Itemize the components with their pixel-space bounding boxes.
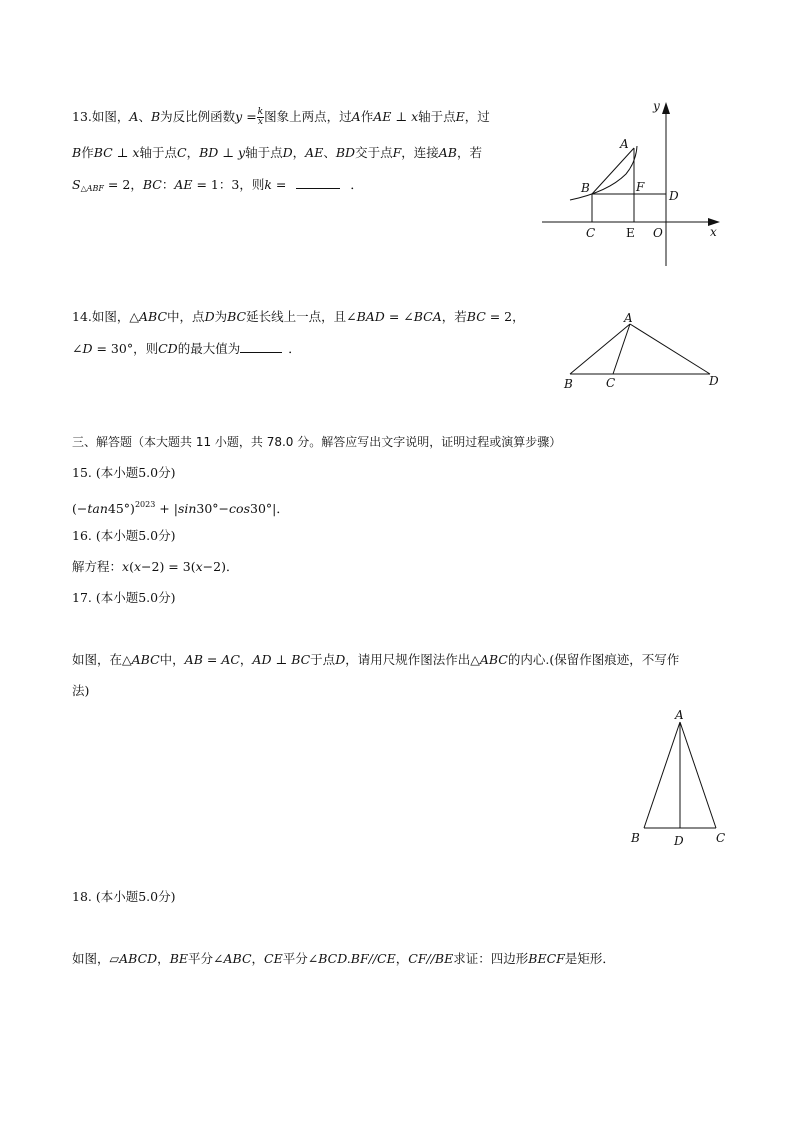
var-BECF: BECF	[528, 951, 565, 966]
q14-line1	[72, 307, 525, 327]
var-ABC: ABC	[139, 309, 168, 324]
expr-end: ．	[225, 559, 239, 574]
q16-header: 16. (本小题5.0分)	[72, 528, 176, 543]
answer-blank[interactable]	[296, 176, 340, 189]
var-D: D	[282, 145, 293, 160]
var-BCD-BF-CE: BCD.BF//CE	[318, 951, 396, 966]
comma: ，	[395, 951, 409, 966]
q13-text: 作	[360, 109, 374, 124]
q18-text: 是矩形．	[564, 951, 615, 966]
q14-text: 为	[214, 309, 228, 324]
var-BC: BC	[466, 309, 486, 324]
q17-text: 中，	[159, 652, 185, 667]
q13-text: 轴于点	[245, 145, 283, 160]
var-CE: CE	[264, 951, 283, 966]
q14-text: 延长线上一点，且	[246, 309, 347, 324]
q14-text: 如图，	[91, 309, 130, 324]
fn-cos: cos	[229, 501, 250, 516]
var-F: F	[392, 145, 402, 160]
q17-line2: 法)	[72, 683, 90, 698]
q13-text: 图象上两点，过	[264, 109, 352, 124]
var-D: D	[204, 309, 215, 324]
var-y: y	[238, 145, 246, 160]
var-B: B	[72, 145, 82, 160]
var-k: k	[264, 177, 272, 192]
expr-part: (	[129, 559, 134, 574]
perp-symbol: ⊥	[395, 109, 408, 124]
perp-symbol: ⊥	[271, 652, 292, 667]
label-C: C	[586, 226, 596, 240]
var-BC: BC	[227, 309, 247, 324]
var-BC: BC	[142, 177, 162, 192]
q18-text: 平分	[188, 951, 214, 966]
comma: ，	[239, 652, 253, 667]
label-C: C	[716, 831, 726, 845]
var-D: D	[82, 341, 93, 356]
label-E: E	[626, 226, 635, 240]
expr-part: −2)	[202, 559, 226, 574]
q13-text: 作	[81, 145, 94, 160]
var-ABCD: ABCD	[119, 951, 158, 966]
q15-expression	[72, 495, 289, 519]
q14-number: 14.	[72, 309, 92, 324]
q13-figure	[536, 96, 726, 271]
q17-figure	[624, 704, 734, 854]
q17-text: 的内心.(保留作图痕迹，不写作	[507, 652, 680, 667]
var-x: x	[195, 559, 203, 574]
q18-text: 如图，	[72, 951, 110, 966]
q17-line1	[72, 650, 679, 670]
q13-text: ，过	[464, 109, 490, 124]
label-A: A	[624, 311, 633, 325]
label-A: A	[675, 708, 684, 722]
q13-line3	[72, 175, 363, 199]
q14-text: = 30°，则	[92, 341, 159, 356]
label-D: D	[674, 834, 684, 848]
q13-text: 轴于点	[418, 109, 456, 124]
var-AD: AD	[252, 652, 272, 667]
q13-text: = 2，	[107, 177, 143, 192]
var-BAD: BAD	[356, 309, 385, 324]
q18-statement	[72, 949, 615, 969]
q13-text: 如图，	[91, 109, 130, 124]
frac-den: x	[257, 117, 263, 127]
q13-text: ，若	[457, 145, 483, 160]
expr-end: ．	[276, 501, 289, 516]
q13-end: ．	[350, 177, 363, 192]
expr-part: −2) = 3(	[141, 559, 196, 574]
var-ABC: ABC	[223, 951, 252, 966]
eq: =	[202, 652, 222, 667]
y-axis-arrow	[662, 102, 670, 114]
y-eq: y =	[235, 109, 257, 124]
q18-text: 平分	[282, 951, 308, 966]
q14-figure	[558, 310, 728, 394]
label-B: B	[564, 377, 573, 391]
segment-AD	[630, 324, 710, 374]
var-BD: BD	[199, 145, 219, 160]
expr-part: 30°−	[196, 501, 230, 516]
var-BC: BC	[291, 652, 311, 667]
exponent: 2023	[134, 500, 156, 509]
segment-AC	[680, 722, 716, 828]
q13-text: = 1：3，则	[196, 177, 265, 192]
q14-end: ．	[288, 341, 301, 356]
area-subscript: △ABF	[80, 184, 104, 193]
comma: ，	[292, 145, 306, 160]
q17-text: 如图，在	[72, 652, 123, 667]
expr-part: (−	[72, 501, 88, 516]
q14-text: 中，点	[167, 309, 205, 324]
var-BC: BC	[93, 145, 113, 160]
label-A: A	[620, 137, 629, 151]
sep: 、	[138, 109, 151, 124]
var-S: S	[72, 177, 81, 192]
q13-line2	[72, 143, 482, 163]
q13-number: 13.	[72, 109, 92, 124]
var-E: E	[455, 109, 465, 124]
q13-text: ：	[161, 177, 175, 192]
var-B: B	[150, 109, 161, 124]
var-AC: AC	[221, 652, 240, 667]
fn-tan: tan	[87, 501, 108, 516]
comma: ，	[157, 951, 170, 966]
var-BCA: BCA	[413, 309, 442, 324]
q18-header: 18. (本小题5.0分)	[72, 889, 176, 904]
label-O: O	[653, 226, 663, 240]
var-ABC: ABC	[131, 652, 160, 667]
var-AB: AB	[184, 652, 203, 667]
var-D: D	[335, 652, 346, 667]
perp-symbol: ⊥	[222, 145, 235, 160]
answer-blank[interactable]	[240, 340, 282, 353]
angle-symbol: ∠	[72, 341, 83, 356]
var-CD: CD	[158, 341, 178, 356]
var-ABC: ABC	[479, 652, 508, 667]
q13-text: 交于点	[355, 145, 393, 160]
label-B: B	[581, 181, 590, 195]
triangle-symbol: △	[470, 652, 480, 667]
q17-text: 于点	[310, 652, 336, 667]
var-x: x	[133, 559, 142, 574]
q17-header: 17. (本小题5.0分)	[72, 590, 176, 605]
angle-symbol: ∠	[307, 951, 319, 966]
q13-text: 为反比例函数	[160, 109, 236, 124]
q14-text: ，若	[441, 309, 467, 324]
label-x: x	[710, 225, 717, 239]
q13-text: 轴于点	[139, 145, 177, 160]
q13-text: ，连接	[401, 145, 439, 160]
label-C: C	[606, 376, 616, 390]
var-AE: AE	[373, 109, 392, 124]
var-x: x	[411, 109, 419, 124]
label-B: B	[631, 831, 640, 845]
q16-equation	[72, 557, 238, 577]
angle-symbol: ∠	[346, 309, 357, 324]
q13-text: =	[275, 177, 287, 192]
q14-text: = 2，	[485, 309, 525, 324]
section-3-title: 三、解答题（本大题共 11 小题，共 78.0 分。解答应写出文字说明，证明过程或演算步骤）	[72, 435, 562, 449]
triangle-symbol: △	[129, 309, 140, 324]
label-D: D	[669, 189, 679, 203]
triangle-symbol: △	[122, 652, 132, 667]
fn-sin: sin	[177, 501, 197, 516]
var-AB: AB	[438, 145, 457, 160]
expr-part: + |	[155, 501, 178, 516]
perp-symbol: ⊥	[116, 145, 129, 160]
var-AE: AE	[174, 177, 193, 192]
segment-AB	[644, 722, 680, 828]
q14-text: 的最大值为	[177, 341, 241, 356]
var-AE: AE	[305, 145, 324, 160]
label-F: F	[636, 180, 645, 194]
sep: 、	[323, 145, 336, 160]
var-A: A	[129, 109, 139, 124]
var-BD: BD	[335, 145, 356, 160]
eq: =	[384, 309, 404, 324]
expr-part: 30°|	[250, 501, 277, 516]
q14-line2	[72, 339, 301, 359]
q17-text: ，请用尺规作图法作出	[345, 652, 471, 667]
var-CF-BE: CF//BE	[408, 951, 454, 966]
q16-label: 解方程：	[72, 559, 123, 574]
angle-symbol: ∠	[213, 951, 224, 966]
label-y: y	[653, 99, 660, 113]
q18-text: 求证：四边形	[453, 951, 529, 966]
frac-num: k	[257, 107, 264, 117]
q13-line1	[72, 107, 490, 127]
var-x: x	[122, 559, 130, 574]
comma: ，	[251, 951, 265, 966]
q15-header: 15. (本小题5.0分)	[72, 465, 176, 480]
var-BE: BE	[169, 951, 188, 966]
label-D: D	[709, 374, 719, 388]
angle-symbol: ∠	[403, 309, 414, 324]
expr-part: 45°)	[107, 501, 135, 516]
comma: ，	[186, 145, 200, 160]
parallelogram-symbol: ▱	[109, 951, 120, 966]
var-A: A	[351, 109, 361, 124]
var-C: C	[177, 145, 187, 160]
var-x: x	[132, 145, 140, 160]
